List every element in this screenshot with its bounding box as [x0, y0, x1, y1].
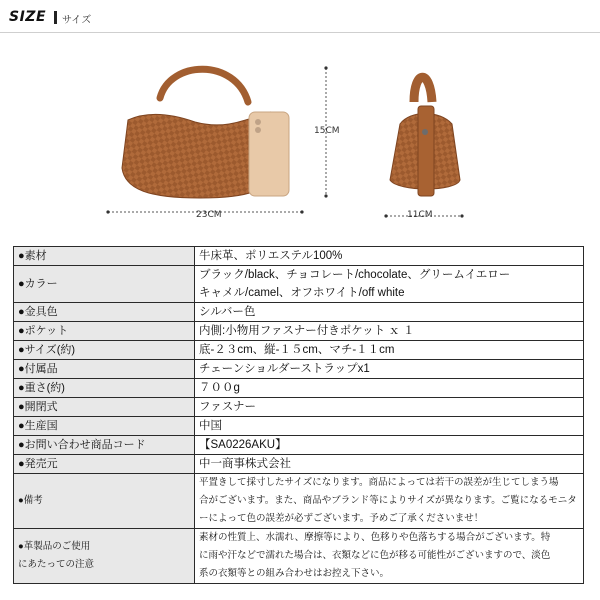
spec-value-line: 合がございます。また、商品やブランド等によりサイズが異なります。ご覧になるモニタ	[199, 495, 577, 506]
spec-table	[13, 246, 584, 584]
spec-value	[195, 455, 584, 474]
title-separator	[54, 11, 57, 24]
depth-label: 11CM	[407, 210, 433, 220]
spec-row	[14, 379, 584, 398]
spec-label: ●素材	[14, 247, 195, 266]
spec-value	[195, 379, 584, 398]
spec-value	[195, 398, 584, 417]
spec-row	[14, 529, 584, 584]
spec-value	[195, 266, 584, 303]
spec-value-line: 中一商事株式会社	[199, 458, 291, 470]
spec-value-line: ーによって色の誤差が必ずございます。予めご了承くださいませ！	[199, 513, 484, 524]
spec-value	[195, 247, 584, 266]
section-title: SIZE	[9, 9, 47, 25]
spec-label: ●生産国	[14, 417, 195, 436]
spec-row	[14, 417, 584, 436]
spec-value	[195, 303, 584, 322]
spec-value	[195, 360, 584, 379]
spec-label: ●お問い合わせ商品コード	[14, 436, 195, 455]
spec-label: ●カラー	[14, 266, 195, 303]
spec-row	[14, 303, 584, 322]
section-header	[0, 6, 600, 32]
spec-row	[14, 322, 584, 341]
bag-illustration	[0, 40, 600, 240]
spec-label: ●開閉式	[14, 398, 195, 417]
spec-row	[14, 247, 584, 266]
spec-value-line: ファスナー	[199, 401, 257, 413]
spec-label: ●ポケット	[14, 322, 195, 341]
spec-row	[14, 455, 584, 474]
header-divider	[0, 32, 600, 33]
spec-value-line: ブラック/black、チョコレート/chocolate、グリームイエロー	[199, 269, 511, 281]
spec-value	[195, 417, 584, 436]
spec-row	[14, 436, 584, 455]
spec-value	[195, 322, 584, 341]
product-size-figure	[0, 40, 600, 240]
spec-value	[195, 436, 584, 455]
spec-value-line: シルバー色	[199, 306, 256, 318]
spec-value-line: に雨や汗などで濡れた場合は、衣類などに色が移る可能性がございますので、淡色	[199, 550, 551, 561]
spec-value-line: 中国	[199, 420, 222, 432]
spec-row	[14, 341, 584, 360]
spec-value-line: 平置きして採寸したサイズになります。商品によっては若干の誤差が生じてしまう場	[199, 477, 559, 488]
bag-front-view	[122, 69, 289, 198]
spec-label: ●付属品	[14, 360, 195, 379]
spec-value-line: キャメル/camel、オフホワイト/off white	[199, 287, 405, 299]
bag-side-view	[390, 77, 460, 196]
spec-label: ●革製品のご使用 にあたっての注意	[14, 529, 195, 584]
width-label: 23CM	[196, 210, 222, 220]
section-subtitle: サイズ	[62, 15, 92, 26]
spec-value-line: チェーンショルダーストラップx1	[199, 363, 370, 375]
spec-label: ●重さ(約)	[14, 379, 195, 398]
spec-value-line: 内側:小物用ファスナー付きポケット ｘ １	[199, 325, 415, 337]
spec-row	[14, 474, 584, 529]
spec-label: ●発売元	[14, 455, 195, 474]
spec-label: ●備考	[14, 474, 195, 529]
spec-label: ●金具色	[14, 303, 195, 322]
spec-value-line: 底-２３cm、縦-１５cm、マチ-１１cm	[199, 344, 395, 356]
spec-label: ●サイズ(約)	[14, 341, 195, 360]
spec-value-line: 系の衣類等との組み合わせはお控え下さい。	[199, 568, 390, 579]
spec-value	[195, 474, 584, 529]
spec-value-line: 【SA0226AKU】	[199, 439, 287, 451]
spec-value-line: ７００g	[199, 382, 240, 394]
spec-value-line: 牛床革、ポリエステル100%	[199, 250, 343, 262]
spec-row	[14, 360, 584, 379]
spec-value	[195, 341, 584, 360]
height-label: 15CM	[314, 126, 340, 136]
spec-row	[14, 398, 584, 417]
spec-row	[14, 266, 584, 303]
spec-value-line: 素材の性質上、水濡れ、摩擦等により、色移りや色落ちする場合がございます。特	[199, 532, 551, 543]
spec-value	[195, 529, 584, 584]
